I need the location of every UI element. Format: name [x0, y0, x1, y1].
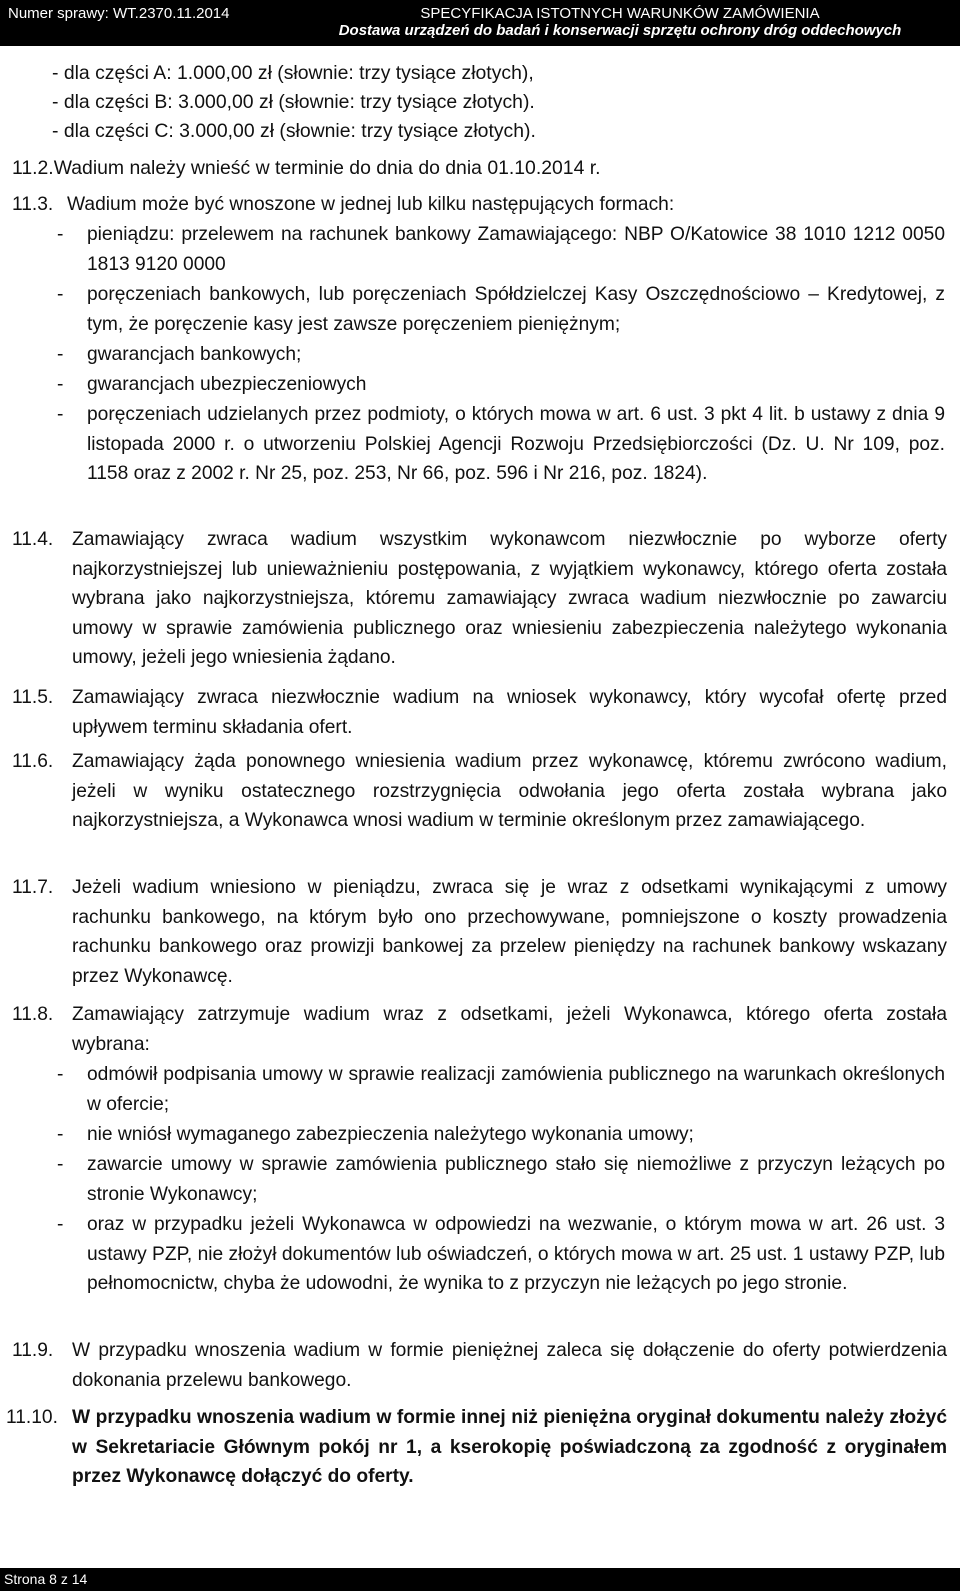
- section-text: Jeżeli wadium wniesiono w pieniądzu, zwraca się je wraz z odsetkami wynikającymi z umowy rachunku bankowego, na którym było ono przechowywane, pomniejszone o koszty prowadzenia rachunku bankowego oraz prowizji bankowej za przelew pieniędzy na rachunek bankowy wskazany przez Wykonawcę.: [72, 877, 947, 987]
- section-11-10: [6, 1403, 947, 1492]
- header-subtitle: Dostawa urządzeń do badań i konserwacji sprzętu ochrony dróg oddechowych: [338, 22, 902, 39]
- section-number: 11.10.: [6, 1407, 58, 1428]
- section-11-2: [12, 155, 601, 181]
- list-item: - gwarancjach bankowych;: [57, 344, 302, 365]
- section-number: 11.2.: [12, 157, 54, 179]
- section-text: Wadium należy wnieść w terminie do dnia do dnia 01.10.2014 r.: [53, 157, 601, 179]
- section-11-3: [12, 190, 947, 220]
- page-number: Strona 8 z 14: [4, 1571, 88, 1587]
- amount-line: - dla części B: 3.000,00 zł (słownie: trzy tysiące złotych).: [52, 91, 535, 113]
- section-text: Zamawiający zwraca niezwłocznie wadium na wniosek wykonawcy, który wycofał ofertę przed upływem terminu składania ofert.: [72, 687, 947, 738]
- list-item: - gwarancjach ubezpieczeniowych: [57, 374, 367, 395]
- amount-line: - dla części A: 1.000,00 zł (słownie: trzy tysiące złotych),: [52, 62, 534, 84]
- section-text: W przypadku wnoszenia wadium w formie pieniężnej zaleca się dołączenie do oferty potwierdzenia dokonania przelewu bankowego.: [72, 1340, 947, 1391]
- section-number: 11.4.: [12, 529, 54, 550]
- page-footer: [0, 1568, 960, 1591]
- list-item: - oraz w przypadku jeżeli Wykonawca w odpowiedzi na wezwanie, o którym mowa w art. 26 ust. 3 ustawy PZP, nie złożył dokumentów lub oświadczeń, o których mowa w art. 25 ust. 1 ustawy PZP, lub pełnomocnictw, chyba że udowodni, że wynika to z przyczyn nie leżących po jego stronie.: [57, 1214, 945, 1294]
- section-11-8: [12, 1000, 947, 1059]
- section-11-5: [12, 683, 947, 742]
- list-item: - poręczeniach udzielanych przez podmioty, o których mowa w art. 6 ust. 3 pkt 4 lit. b ustawy z dnia 9 listopada 2000 r. o utworzeniu Polskiej Agencji Rozwoju Przedsiębiorczości (Dz. U. Nr 109, poz. 1158 oraz z 2002 r. Nr 25, poz. 253, Nr 66, poz. 596 i Nr 216, poz. 1824).: [57, 404, 945, 484]
- section-text: Zamawiający zatrzymuje wadium wraz z odsetkami, jeżeli Wykonawca, którego oferta została wybrana:: [72, 1004, 947, 1055]
- list-item: - nie wniósł wymaganego zabezpieczenia należytego wykonania umowy;: [57, 1124, 694, 1145]
- section-text: W przypadku wnoszenia wadium w formie innej niż pieniężna oryginał dokumentu należy złożyć w Sekretariacie Głównym pokój nr 1, a kserokopię poświadczoną za zgodność z oryginałem przez Wykonawcę dołączyć do oferty.: [72, 1407, 947, 1487]
- section-number: 11.5.: [12, 687, 54, 708]
- section-text: Zamawiający żąda ponownego wniesienia wadium przez wykonawcę, któremu zwrócono wadium, jeżeli w wyniku ostatecznego rozstrzygnięcia odwołania jego oferta została wybrana jako najkorzystniejsza, a Wykonawca wnosi wadium w terminie określonym przez zamawiającego.: [72, 751, 947, 831]
- spec-title: SPECYFIKACJA ISTOTNYCH WARUNKÓW ZAMÓWIENIA: [420, 5, 820, 22]
- section-number: 11.7.: [12, 877, 54, 898]
- section-11-6: [12, 747, 947, 836]
- list-item: - odmówił podpisania umowy w sprawie realizacji zamówienia publicznego na warunkach określonych w ofercie;: [57, 1064, 945, 1115]
- list-item: - poręczeniach bankowych, lub poręczeniach Spółdzielczej Kasy Oszczędnościowo – Kredytowej, z tym, że poręczenie kasy jest zawsze poręczeniem pieniężnym;: [57, 284, 945, 335]
- section-11-9: [12, 1336, 947, 1395]
- case-number: Numer sprawy: WT.2370.11.2014: [8, 5, 230, 22]
- amount-line: - dla części C: 3.000,00 zł (słownie: trzy tysiące złotych).: [52, 120, 536, 142]
- page-header: [0, 0, 960, 46]
- section-11-4: [12, 525, 947, 673]
- section-text: Wadium może być wnoszone w jednej lub kilku następujących formach:: [67, 194, 675, 215]
- section-text: Zamawiający zwraca wadium wszystkim wykonawcom niezwłocznie po wyborze oferty najkorzystniejszej lub unieważnieniu postępowania, z wyjątkiem wykonawcy, którego oferta została wybrana jako najkorzystniejsza, któremu zamawiający zwraca wadium niezwłocznie po zawarciu umowy w sprawie zamówienia publicznego oraz wniesieniu zabezpieczenia należytego wykonania umowy, jeżeli jego wniesienia żądano.: [72, 529, 947, 668]
- list-item: - pieniądzu: przelewem na rachunek bankowy Zamawiającego: NBP O/Katowice 38 1010 1212 0050 1813 9120 0000: [57, 224, 945, 275]
- section-number: 11.6.: [12, 751, 54, 772]
- section-number: 11.8.: [12, 1004, 54, 1025]
- section-number: 11.9.: [12, 1340, 54, 1361]
- section-11-7: [12, 873, 947, 991]
- list-item: - zawarcie umowy w sprawie zamówienia publicznego stało się niemożliwe z przyczyn leżących po stronie Wykonawcy;: [57, 1154, 945, 1205]
- section-number: 11.3.: [12, 194, 54, 215]
